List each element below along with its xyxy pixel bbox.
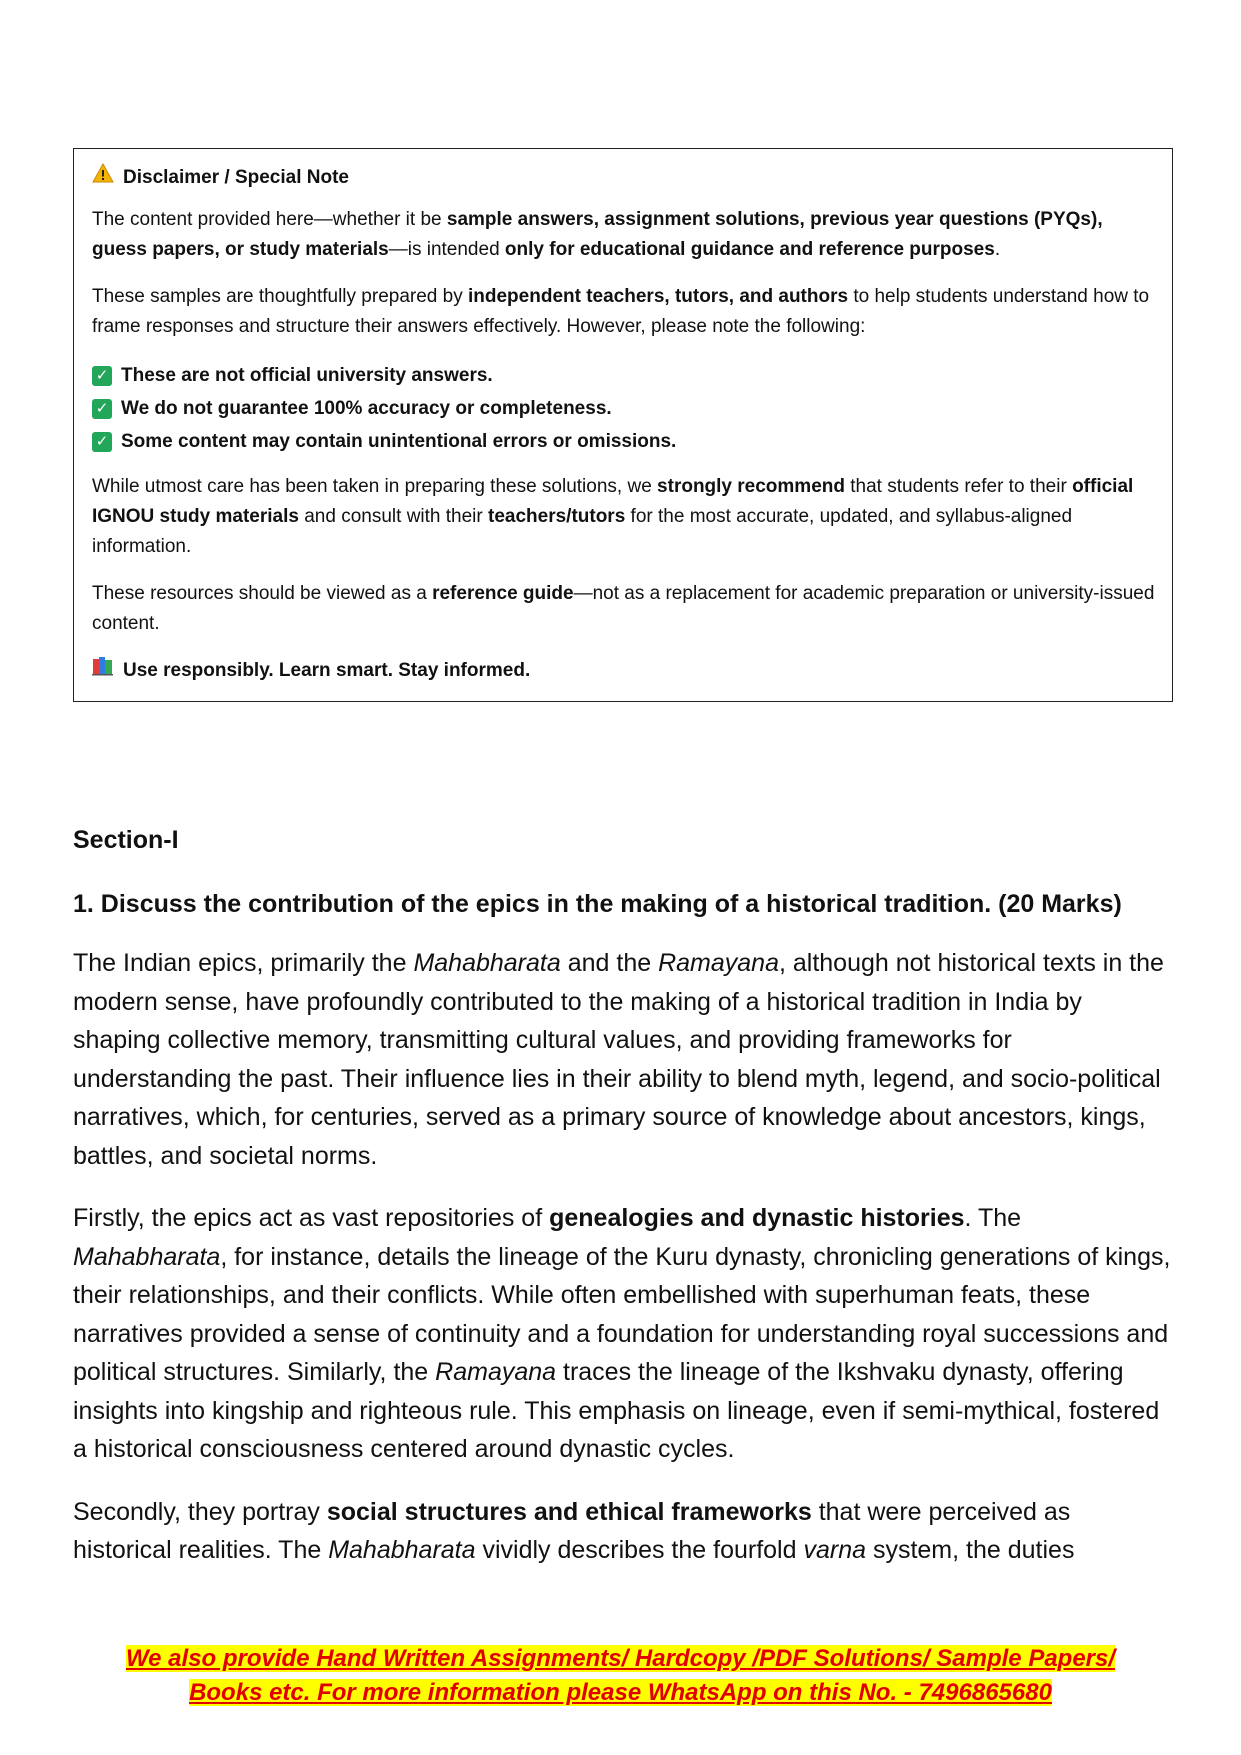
text-span: . [994,239,1001,260]
bold-text: reference guide [432,583,574,604]
text-span: . The [964,1204,1022,1232]
disclaimer-paragraph-purpose [92,205,1156,265]
disclaimer-paragraph-recommendation [92,472,1156,562]
answer-paragraph-genealogies [73,1199,1173,1469]
disclaimer-paragraph-authors [92,282,1156,342]
checklist-item [92,425,1156,458]
bold-text: official IGNOU study materials [92,476,1134,527]
text-span: to help students understand how to frame responses and structure their answers effectively. However, please note the following: [92,286,1150,337]
bold-text: independent teachers, tutors, and authors [468,286,849,307]
italic-text: Mahabharata [328,1536,476,1564]
text-span: The content provided here—whether it be [92,209,447,230]
text-span: —is intended [388,239,505,260]
answer-paragraph-intro [73,944,1173,1175]
check-mark-icon: ✓ [92,366,112,386]
italic-text: Mahabharata [413,949,561,977]
bold-text: only for educational guidance and reference purposes [504,239,995,260]
text-span: Firstly, the epics act as vast repositories of [73,1204,550,1232]
italic-text: Ramayana [658,949,779,977]
check-mark-icon: ✓ [92,432,112,452]
bold-text: genealogies and dynastic histories [549,1204,965,1232]
text-span: that students refer to their [844,476,1073,497]
italic-text: Mahabharata [73,1242,221,1271]
bold-text: teachers/tutors [488,506,626,527]
bold-text: sample answers, assignment solutions, previous year questions (PYQs), guess papers, or study materials [92,209,1103,260]
text-span: , although not historical texts in the modern sense, have profoundly contributed to the making of a historical tradition in India by shaping collective memory, transmitting cultural values, and providing frameworks for understanding the past. Their influence lies in their ability to blend myth, legend, and socio-political narratives, which, for centuries, served as a primary source of knowledge about ancestors, kings, battles, and societal norms. [73,949,1164,1170]
section-heading: Section-I [73,826,179,854]
checklist-item [92,359,1156,392]
checklist-item-text: Some content may contain unintentional errors or omissions. [121,430,677,452]
disclaimer-paragraph-reference [92,579,1156,639]
checklist-item [92,392,1156,425]
text-span: The Indian epics, primarily the [73,949,414,977]
text-span: —not as a replacement for academic preparation or university-issued content. [92,583,1155,634]
footer-text: We also provide Hand Written Assignments/ Hardcopy /PDF Solutions/ Sample Papers/ [125,1645,1116,1672]
footer-line [0,1676,1241,1710]
disclaimer-closing [92,656,1156,686]
text-span: These samples are thoughtfully prepared by [92,286,468,307]
text-span: and consult with their [298,506,488,527]
text-span: While utmost care has been taken in preparing these solutions, we [92,476,658,497]
text-span: Secondly, they portray [73,1497,327,1526]
question-heading: 1. Discuss the contribution of the epics in the making of a historical tradition. (20 Marks) [73,890,1122,918]
bold-text: social structures and ethical frameworks [326,1497,812,1526]
warning-icon [92,163,114,193]
checklist-item-text: These are not official university answers. [121,364,493,386]
text-span: traces the lineage of the Ikshvaku dynasty, offering insights into kingship and righteous rule. This emphasis on lineage, even if semi-mythical, fostered a historical consciousness centered around dynastic cycles. [73,1358,1160,1463]
text-span: system, the duties [866,1536,1075,1564]
disclaimer-title: Disclaimer / Special Note [123,167,349,188]
italic-text: varna [803,1536,867,1564]
answer-content [73,820,1173,1594]
footer-line [0,1642,1241,1676]
disclaimer-heading [92,163,1156,193]
text-span: for the most accurate, updated, and syllabus-aligned information. [92,506,1073,557]
text-span: These resources should be viewed as a [92,583,433,604]
checklist-item-text: We do not guarantee 100% accuracy or completeness. [121,397,612,419]
disclaimer-checklist [92,359,1156,458]
bold-text: strongly recommend [657,476,845,497]
books-icon [92,656,114,686]
text-span: , for instance, details the lineage of the Kuru dynasty, chronicling generations of kings, their relationships, and their conflicts. While often embellished with superhuman feats, these narratives provided a sense of continuity and a foundation for understanding royal successions and political structures. Similarly, the [73,1242,1171,1386]
footer-promo [0,1642,1241,1710]
text-span: vividly describes the fourfold [475,1536,804,1564]
footer-text: Books etc. For more information please WhatsApp on this No. - 7496865680 [189,1679,1052,1706]
disclaimer-box [73,148,1173,702]
text-span: and the [560,949,659,977]
answer-paragraph-social-structures [73,1493,1173,1570]
text-span: that were perceived as historical realities. The [73,1497,1071,1564]
closing-text: Use responsibly. Learn smart. Stay informed. [123,660,531,681]
check-mark-icon: ✓ [92,399,112,419]
italic-text: Ramayana [435,1358,557,1386]
